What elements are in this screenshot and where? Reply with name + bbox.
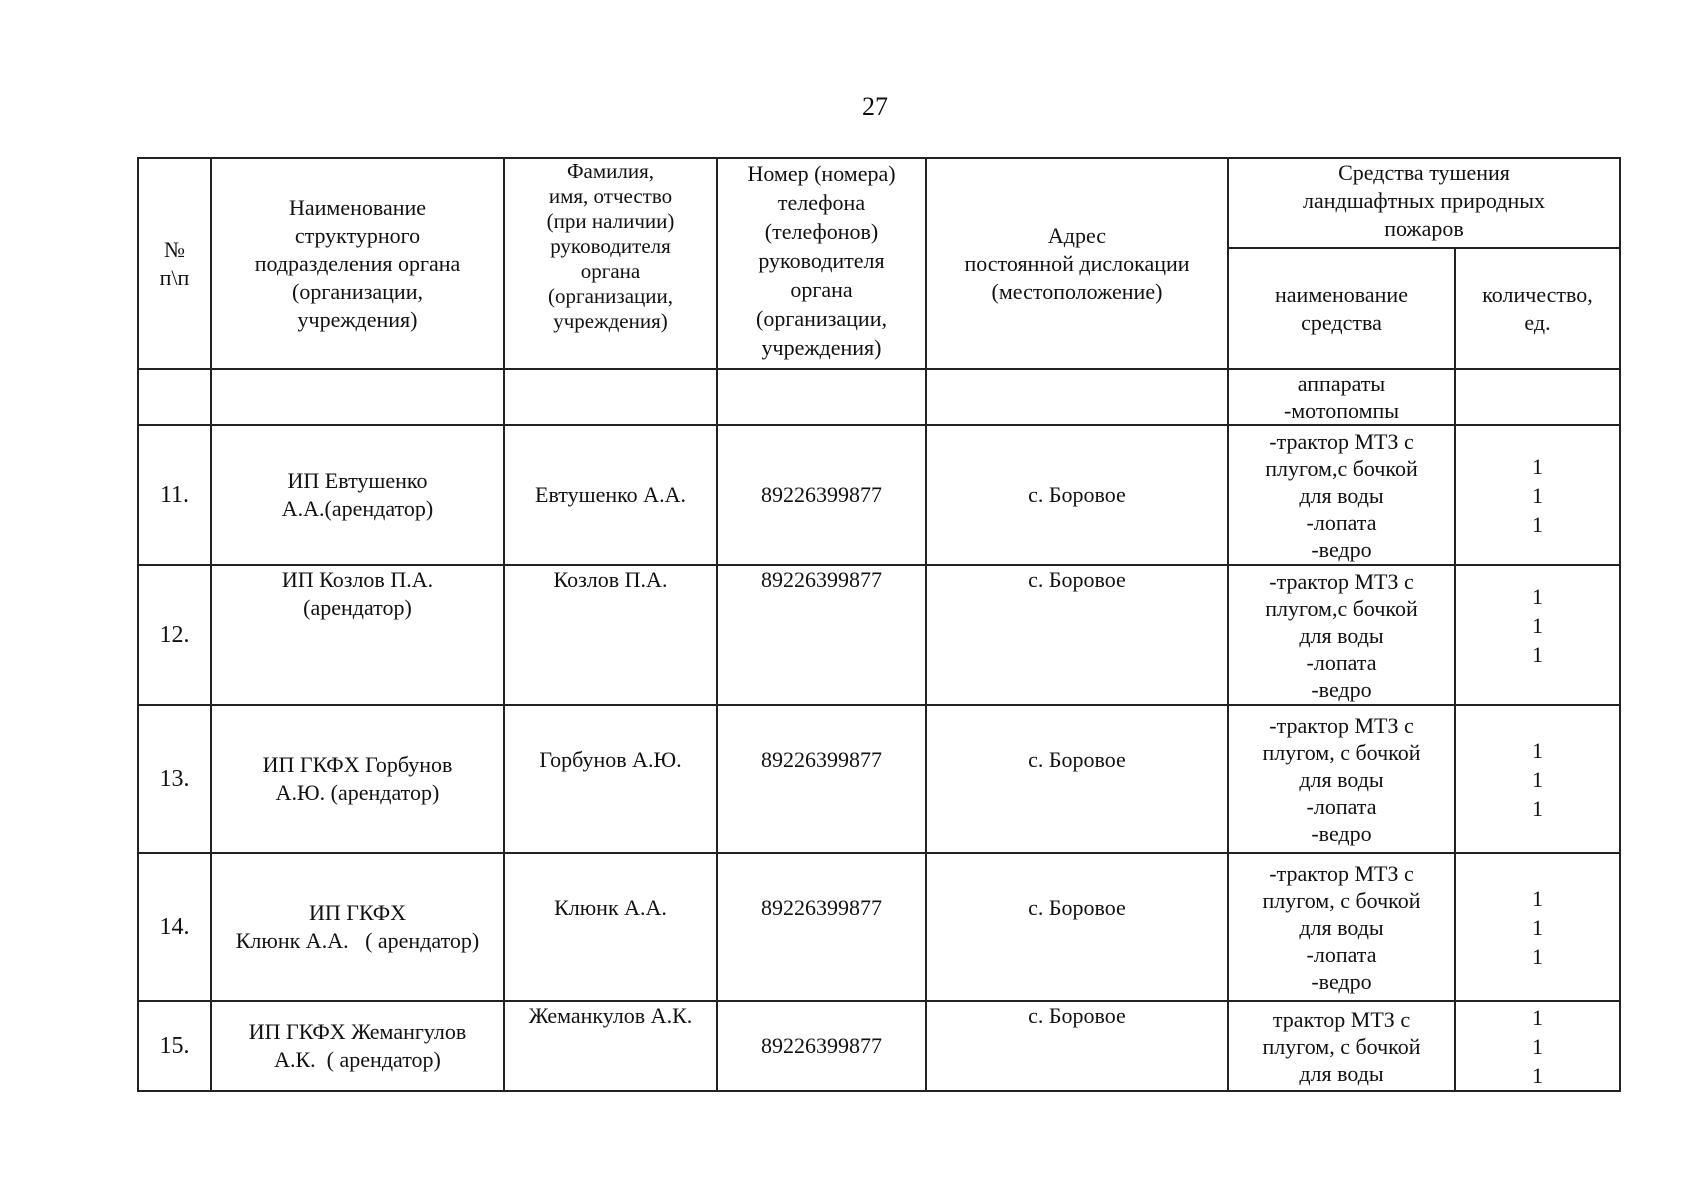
- qty-cell: 1 1 1: [1455, 705, 1620, 853]
- head-name: Евтушенко А.А.: [504, 425, 717, 565]
- means-cell: -трактор МТЗ с плугом,с бочкой для воды -лопата -ведро: [1228, 425, 1455, 565]
- head-name: Клюнк А.А.: [504, 853, 717, 1001]
- header-address: Адрес постоянной дислокации (местоположение): [926, 158, 1228, 369]
- address: с. Боровое: [926, 425, 1228, 565]
- head-name: Козлов П.А.: [504, 565, 717, 705]
- header-head-name: Фамилия, имя, отчество (при наличии) руководителя органа (организации, учреждения): [504, 158, 717, 369]
- phone-number: 89226399877: [717, 565, 926, 705]
- phone-number: 89226399877: [717, 705, 926, 853]
- header-means-qty: количество, ед.: [1455, 248, 1620, 369]
- address: с. Боровое: [926, 1001, 1228, 1091]
- header-num: № п\п: [138, 158, 211, 369]
- table-row: [138, 1001, 1620, 1091]
- row-num: 15.: [138, 1001, 211, 1091]
- org-name: ИП ГКФХ Жемангулов А.К. ( арендатор): [211, 1001, 504, 1091]
- address: с. Боровое: [926, 565, 1228, 705]
- org-name: ИП ГКФХ Клюнк А.А. ( арендатор): [211, 853, 504, 1001]
- head-name: Горбунов А.Ю.: [504, 705, 717, 853]
- phone-number: 89226399877: [717, 853, 926, 1001]
- org-name: ИП Евтушенко А.А.(арендатор): [211, 425, 504, 565]
- header-org-name: Наименование структурного подразделения органа (организации, учреждения): [211, 158, 504, 369]
- phone-number: 89226399877: [717, 1001, 926, 1091]
- fire-means-table: [137, 157, 1621, 1092]
- means-cell: трактор МТЗ с плугом, с бочкой для воды: [1228, 1001, 1455, 1091]
- row-num: 11.: [138, 425, 211, 565]
- table-row: [138, 853, 1620, 1001]
- page-number: 27: [862, 92, 888, 121]
- header-phone: Номер (номера) телефона (телефонов) руководителя органа (организации, учреждения): [717, 158, 926, 369]
- table-row: [138, 705, 1620, 853]
- qty-cell: 1 1 1: [1455, 1001, 1620, 1091]
- qty-cell: 1 1 1: [1455, 853, 1620, 1001]
- means-cell: аппараты -мотопомпы: [1228, 369, 1455, 425]
- address: с. Боровое: [926, 853, 1228, 1001]
- qty-cell: 1 1 1: [1455, 425, 1620, 565]
- row-num: 14.: [138, 853, 211, 1001]
- table-row: [138, 425, 1620, 565]
- means-cell: -трактор МТЗ с плугом, с бочкой для воды -лопата -ведро: [1228, 705, 1455, 853]
- head-name: Жеманкулов А.К.: [504, 1001, 717, 1091]
- org-name: ИП ГКФХ Горбунов А.Ю. (арендатор): [211, 705, 504, 853]
- org-name: ИП Козлов П.А. (арендатор): [211, 565, 504, 705]
- header-means-group: Средства тушения ландшафтных природных пожаров: [1228, 158, 1620, 248]
- row-num: 12.: [138, 565, 211, 705]
- qty-cell: 1 1 1: [1455, 565, 1620, 705]
- means-cell: -трактор МТЗ с плугом,с бочкой для воды -лопата -ведро: [1228, 565, 1455, 705]
- row-num: 13.: [138, 705, 211, 853]
- address: с. Боровое: [926, 705, 1228, 853]
- header-means-name: наименование средства: [1228, 248, 1455, 369]
- table-row: [138, 565, 1620, 705]
- means-cell: -трактор МТЗ с плугом, с бочкой для воды -лопата -ведро: [1228, 853, 1455, 1001]
- phone-number: 89226399877: [717, 425, 926, 565]
- table-row: [138, 369, 1620, 425]
